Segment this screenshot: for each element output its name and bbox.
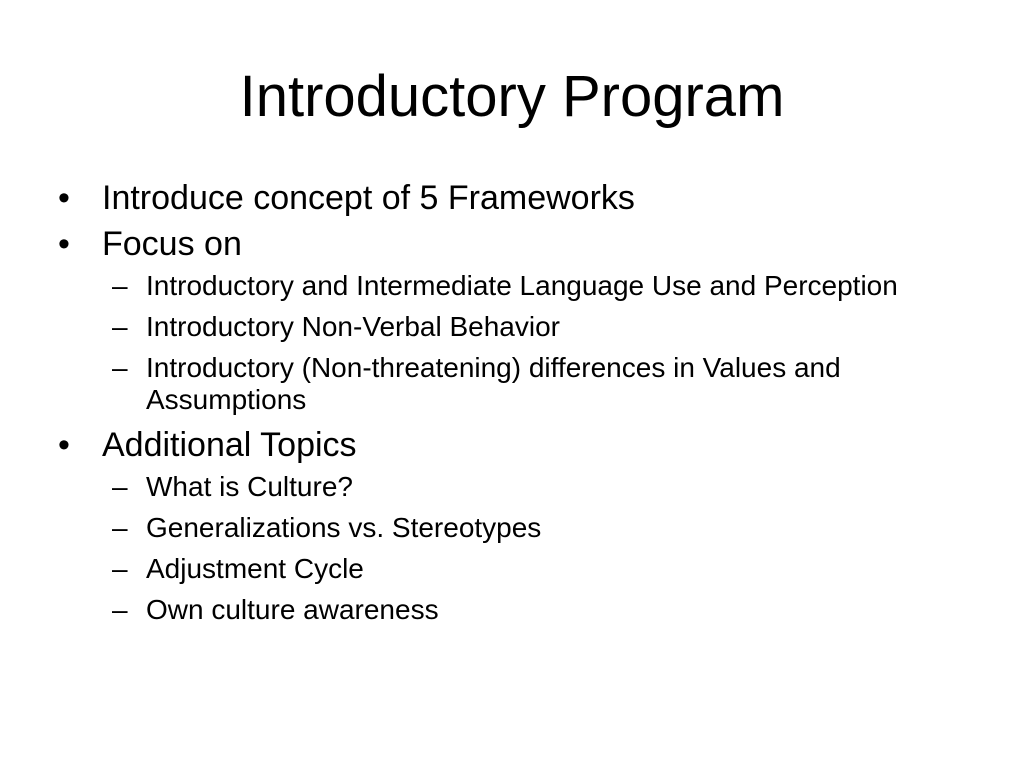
- sub-bullet-item: [58, 471, 958, 503]
- sub-bullet-item: [58, 311, 958, 343]
- sub-bullet-text: Generalizations vs. Stereotypes: [146, 512, 542, 543]
- sub-bullet-text: Introductory Non-Verbal Behavior: [146, 311, 560, 342]
- sub-bullet-text: Introductory (Non-threatening) differences in Values and Assumptions: [146, 352, 841, 415]
- bullet-icon: •: [58, 225, 70, 263]
- bullet-text: Focus on: [102, 225, 242, 263]
- sub-bullet-text: Adjustment Cycle: [146, 553, 364, 584]
- dash-icon: –: [112, 471, 128, 502]
- bullet-item: [58, 224, 958, 264]
- bullet-item: [58, 178, 958, 218]
- dash-icon: –: [112, 512, 128, 543]
- sub-bullet-item: [58, 352, 958, 416]
- sub-bullet-list: [58, 270, 958, 416]
- sub-bullet-text: What is Culture?: [146, 471, 353, 502]
- sub-bullet-item: [58, 512, 958, 544]
- dash-icon: –: [112, 553, 128, 584]
- slide-title: Introductory Program: [239, 64, 785, 129]
- sub-bullet-text: Introductory and Intermediate Language Use and Perception: [146, 270, 898, 301]
- sub-bullet-list: [58, 471, 958, 626]
- sub-bullet-item: [58, 594, 958, 626]
- dash-icon: –: [112, 311, 128, 342]
- bullet-text: Introduce concept of 5 Frameworks: [102, 179, 635, 217]
- bullet-text: Additional Topics: [102, 426, 357, 464]
- bullet-icon: •: [58, 179, 70, 217]
- sub-bullet-text: Own culture awareness: [146, 594, 439, 625]
- slide-body: [58, 178, 958, 635]
- dash-icon: –: [112, 594, 128, 625]
- sub-bullet-item: [58, 553, 958, 585]
- sub-bullet-item: [58, 270, 958, 302]
- bullet-icon: •: [58, 426, 70, 464]
- bullet-item: [58, 425, 958, 465]
- dash-icon: –: [112, 270, 128, 301]
- dash-icon: –: [112, 352, 128, 383]
